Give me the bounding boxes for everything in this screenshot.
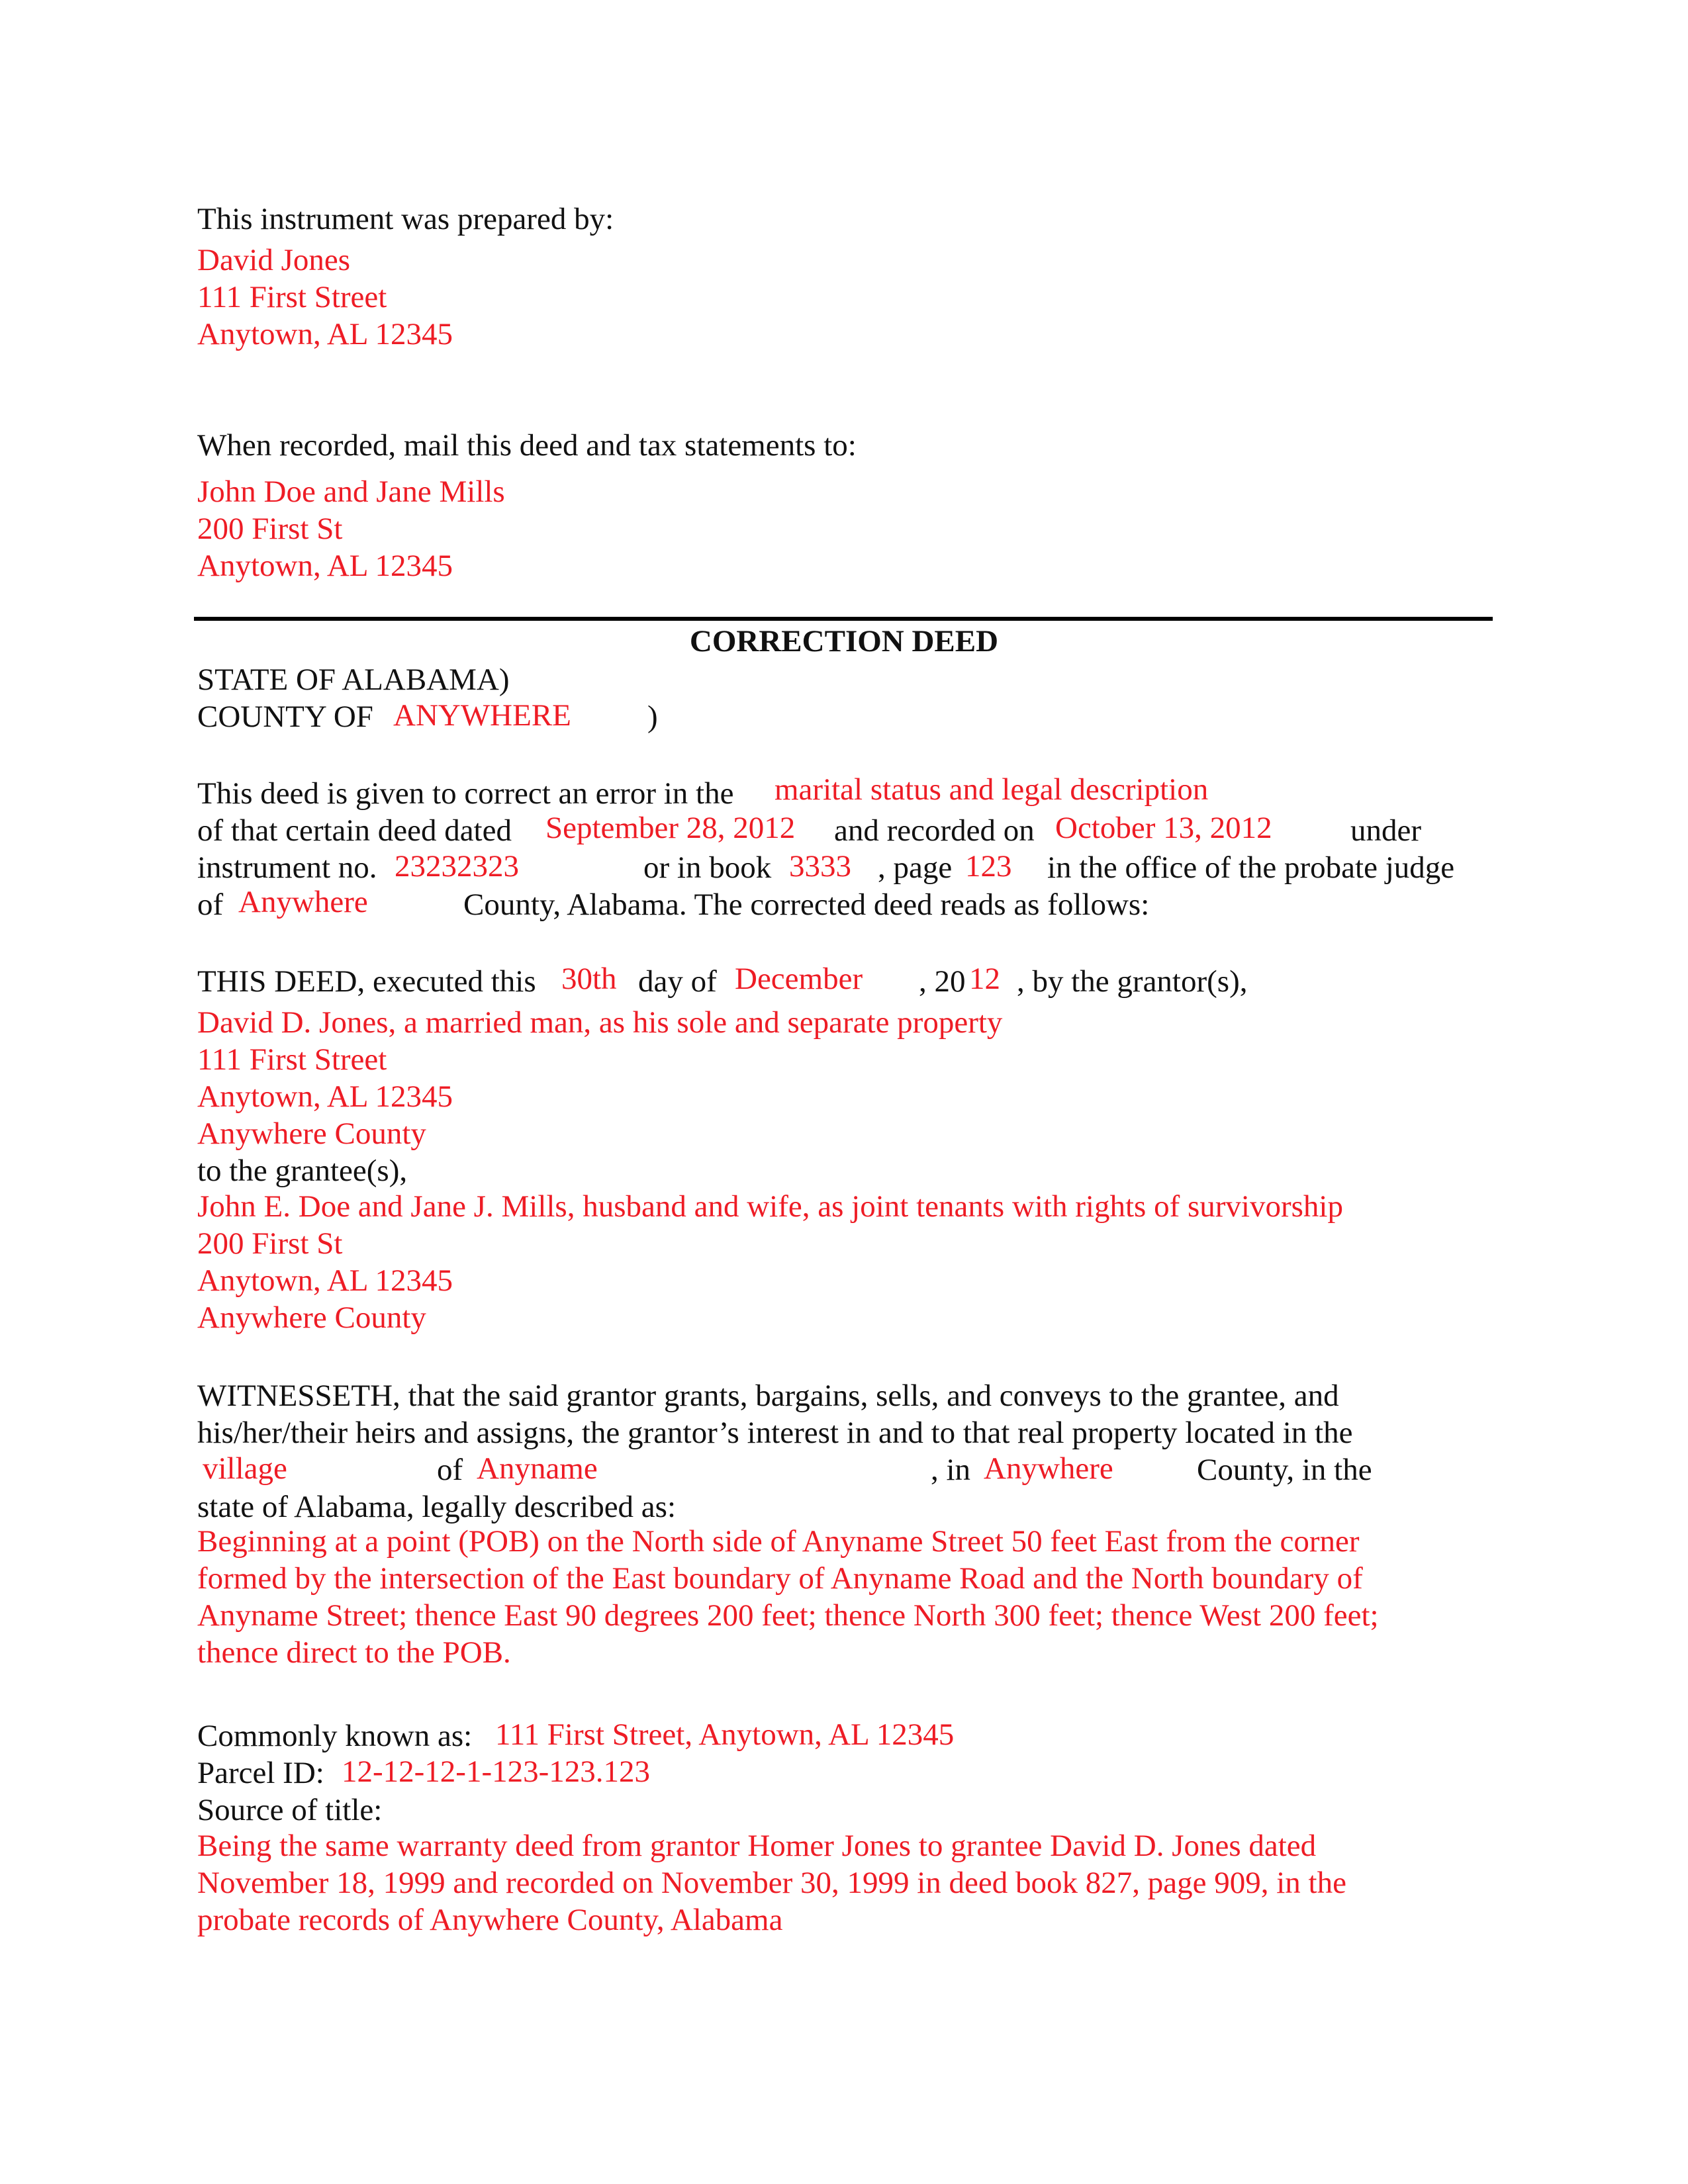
execution-day: 30th [561, 962, 617, 996]
preparer-street: 111 First Street [197, 280, 387, 314]
mail-name: John Doe and Jane Mills [197, 475, 505, 509]
original-deed-date: September 28, 2012 [545, 811, 796, 845]
correction-text-8: in the office of the probate judge [1047, 850, 1455, 885]
parcel-id-value: 12-12-12-1-123-123.123 [342, 1754, 651, 1789]
witness-county-tail: County, in the [1197, 1453, 1372, 1487]
source-of-title-line: November 18, 1999 and recorded on November 30, 1999 in deed book 827, page 909, in the [197, 1866, 1346, 1900]
execution-year: 12 [969, 962, 1000, 996]
probate-county: Anywhere [238, 885, 368, 919]
source-of-title-line: probate records of Anywhere County, Alabama [197, 1903, 783, 1937]
witness-in: , in [931, 1453, 971, 1487]
witness-of: of [437, 1453, 463, 1487]
execution-text-1: THIS DEED, executed this [197, 964, 536, 999]
state-line: STATE OF ALABAMA) [197, 662, 510, 697]
grantee-county: Anywhere County [197, 1300, 426, 1335]
preparer-name: David Jones [197, 243, 351, 277]
property-county: Anywhere [984, 1451, 1113, 1486]
correction-text-3: and recorded on [834, 813, 1035, 848]
legal-description-line: Beginning at a point (POB) on the North side of Anyname Street 50 feet East from the corner [197, 1524, 1360, 1559]
correction-text-1: This deed is given to correct an error in the [197, 776, 734, 811]
document-title: CORRECTION DEED [689, 624, 999, 659]
error-description: marital status and legal description [774, 772, 1209, 807]
preparer-city: Anytown, AL 12345 [197, 317, 453, 351]
recorded-date: October 13, 2012 [1055, 811, 1272, 845]
county-paren: ) [647, 700, 658, 734]
correction-text-5: instrument no. [197, 850, 377, 885]
witness-line-2: his/her/their heirs and assigns, the grantor’s interest in and to that real property located in the [197, 1416, 1353, 1450]
mail-street: 200 First St [197, 512, 343, 546]
known-as-value: 111 First Street, Anytown, AL 12345 [495, 1717, 955, 1752]
instrument-number: 23232323 [395, 849, 519, 884]
grantee-street: 200 First St [197, 1226, 343, 1261]
witness-line-1: WITNESSETH, that the said grantor grants, bargains, sells, and conveys to the grantee, and [197, 1379, 1339, 1413]
correction-text-4: under [1350, 813, 1422, 848]
execution-month: December [735, 962, 863, 996]
place-type: village [203, 1451, 287, 1486]
execution-text-2: day of [638, 964, 717, 999]
mail-city: Anytown, AL 12345 [197, 549, 453, 583]
to-grantee-label: to the grantee(s), [197, 1154, 408, 1188]
execution-text-4: , by the grantor(s), [1017, 964, 1248, 999]
mail-to-label: When recorded, mail this deed and tax statements to: [197, 428, 857, 463]
known-as-label: Commonly known as: [197, 1719, 473, 1753]
grantor-street: 111 First Street [197, 1042, 387, 1077]
legal-description-line: Anyname Street; thence East 90 degrees 200 feet; thence North 300 feet; thence West 200 feet; [197, 1598, 1379, 1633]
parcel-id-label: Parcel ID: [197, 1756, 324, 1790]
correction-text-7: , page [878, 850, 953, 885]
header-rule [194, 617, 1493, 621]
grantee-name: John E. Doe and Jane J. Mills, husband and wife, as joint tenants with rights of survivorship [197, 1189, 1343, 1224]
grantor-name: David D. Jones, a married man, as his sole and separate property [197, 1005, 1003, 1040]
legal-description-line: thence direct to the POB. [197, 1635, 511, 1670]
source-of-title-label: Source of title: [197, 1793, 383, 1827]
witness-line-4: state of Alabama, legally described as: [197, 1490, 677, 1524]
execution-text-3: , 20 [919, 964, 966, 999]
grantor-county: Anywhere County [197, 1116, 426, 1151]
grantee-city: Anytown, AL 12345 [197, 1263, 453, 1298]
page-number: 123 [965, 849, 1012, 884]
source-of-title-line: Being the same warranty deed from grantor Homer Jones to grantee David D. Jones dated [197, 1829, 1317, 1863]
legal-description-line: formed by the intersection of the East boundary of Anyname Road and the North boundary of [197, 1561, 1363, 1596]
correction-text-6: or in book [643, 850, 772, 885]
county-value: ANYWHERE [393, 698, 571, 733]
correction-text-2: of that certain deed dated [197, 813, 512, 848]
place-name: Anyname [477, 1451, 598, 1486]
grantor-city: Anytown, AL 12345 [197, 1079, 453, 1114]
correction-text-10: County, Alabama. The corrected deed reads as follows: [463, 887, 1150, 922]
correction-text-9: of [197, 887, 224, 922]
county-prefix: COUNTY OF [197, 700, 373, 734]
book-number: 3333 [789, 849, 851, 884]
prepared-by-label: This instrument was prepared by: [197, 202, 614, 236]
